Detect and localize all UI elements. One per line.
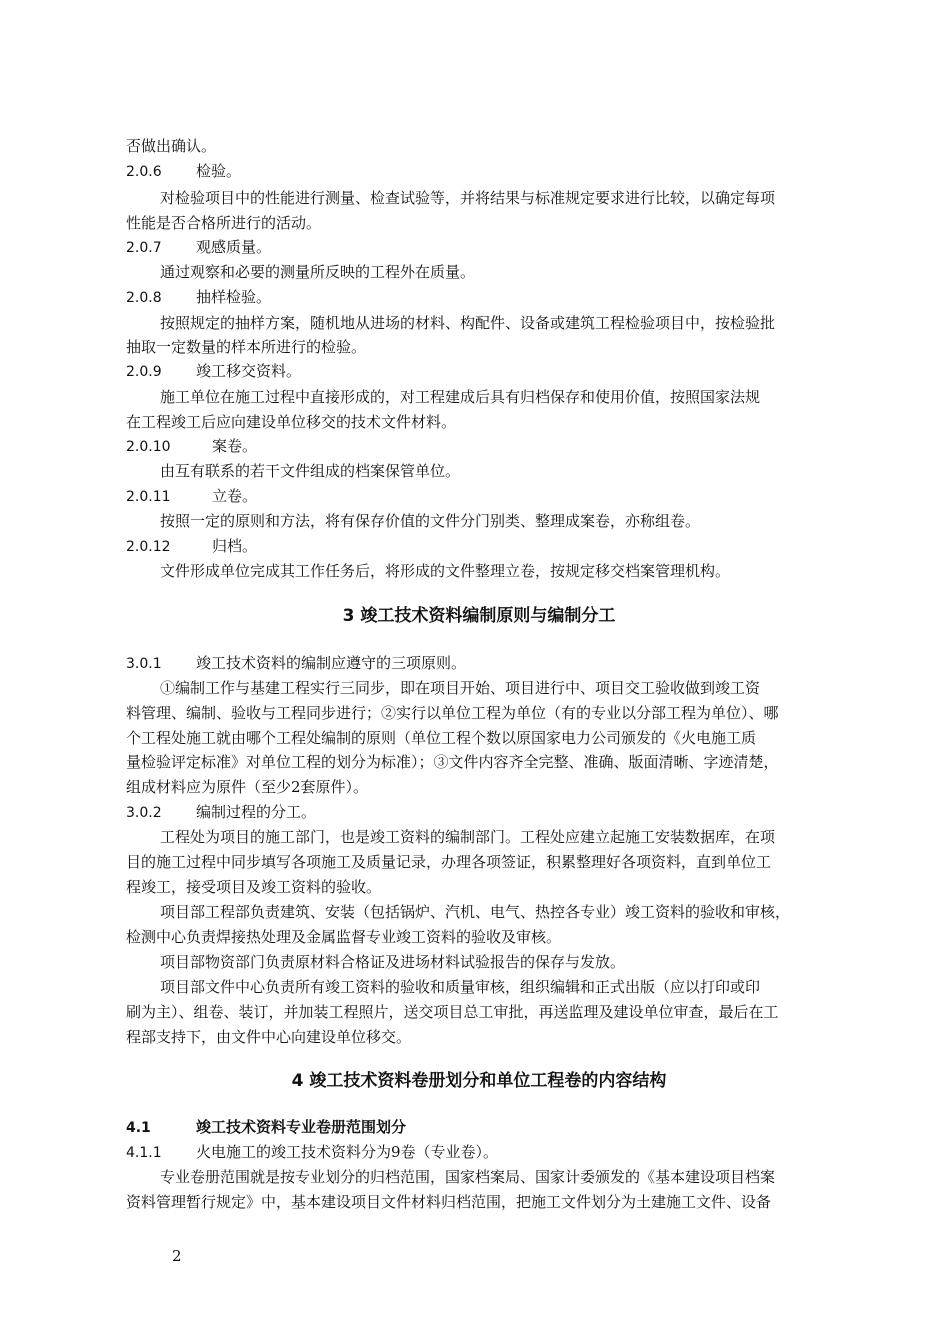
clause-number: 2.0.11 [126, 489, 171, 505]
text-line: 量检验评定标准》对单位工程的划分为标准）；③文件内容齐全完整、准确、版面清晰、字迹清楚， [126, 753, 779, 771]
text-line: 由互有联系的若干文件组成的档案保管单位。 [160, 462, 461, 480]
clause-title: 抽样检验。 [196, 288, 272, 306]
clause-2-0-8 [126, 285, 832, 310]
text-line: 程竣工，接受项目及竣工资料的验收。 [126, 878, 382, 896]
text-line: 刷为主）、组卷、装订，并加装工程照片，送交项目总工审批，再送监理及建设单位审查，最后在工 [126, 1003, 779, 1021]
clause-title: 案卷。 [212, 437, 258, 455]
clause-number: 2.0.12 [126, 539, 171, 555]
text-line: 对检验项目中的性能进行测量、检查试验等，并将结果与标准规定要求进行比较，以确定每项 [160, 189, 776, 207]
text-line: 通过观察和必要的测量所反映的工程外在质量。 [160, 263, 476, 281]
page-number: 2 [172, 1247, 182, 1265]
text-line: 程部支持下，由文件中心向建设单位移交。 [126, 1028, 412, 1046]
clause-2-0-12 [126, 534, 832, 559]
text-line: 文件形成单位完成其工作任务后，将形成的文件整理立卷，按规定移交档案管理机构。 [160, 562, 731, 580]
clause-number: 3.0.1 [126, 656, 162, 672]
text-line: 个工程处施工就由哪个工程处编制的原则（单位工程个数以原国家电力公司颁发的《火电施工质 [126, 729, 757, 747]
clause-number: 2.0.10 [126, 439, 171, 455]
text-line: 资料管理暂行规定》中，基本建设项目文件材料归档范围，把施工文件划分为土建施工文件、设备 [126, 1193, 772, 1211]
section-heading-3: 3 竣工技术资料编制原则与编制分工 [342, 606, 616, 626]
text-line: 项目部工程部负责建筑、安装（包括锅炉、汽机、电气、热控各专业）竣工资料的验收和审核， [160, 903, 791, 921]
subsection-title: 竣工技术资料专业卷册范围划分 [196, 1118, 407, 1136]
text-line: 按照一定的原则和方法，将有保存价值的文件分门别类、整理成案卷，亦称组卷。 [160, 512, 701, 530]
clause-title: 归档。 [212, 537, 258, 555]
text-line: 项目部文件中心负责所有竣工资料的验收和质量审核，组织编辑和正式出版（应以打印或印 [160, 978, 761, 996]
clause-number: 2.0.6 [126, 164, 162, 180]
text-line: ①编制工作与基建工程实行三同步，即在项目开始、项目进行中、项目交工验收做到竣工资 [160, 679, 761, 697]
clause-2-0-11 [126, 484, 832, 509]
clause-number: 4.1 [126, 1120, 151, 1136]
clause-number: 2.0.8 [126, 290, 162, 306]
text-line: 组成材料应为原件（至少2套原件）。 [126, 778, 369, 796]
text-line: 项目部物资部门负责原材料合格证及进场材料试验报告的保存与发放。 [160, 953, 626, 971]
clause-3-0-2 [126, 800, 832, 825]
clause-2-0-10 [126, 434, 832, 459]
clause-title: 竣工移交资料。 [196, 362, 302, 380]
clause-2-0-6 [126, 159, 832, 184]
text-line: 性能是否合格所进行的活动。 [126, 214, 322, 232]
clause-number: 4.1.1 [126, 1145, 162, 1161]
section-heading-4: 4 竣工技术资料卷册划分和单位工程卷的内容结构 [291, 1071, 667, 1091]
clause-4-1-1 [126, 1140, 832, 1165]
text-line: 在工程竣工后应向建设单位移交的技术文件材料。 [126, 413, 457, 431]
clause-title: 立卷。 [212, 487, 258, 505]
text-line: 工程处为项目的施工部门，也是竣工资料的编制部门。工程处应建立起施工安装数据库，在项 [160, 828, 776, 846]
text-line: 目的施工过程中同步填写各项施工及质量记录，办理各项签证，积累整理好各项资料，直到单位工 [126, 853, 772, 871]
text-line: 按照规定的抽样方案，随机地从进场的材料、构配件、设备或建筑工程检验项目中，按检验批 [160, 314, 776, 332]
clause-2-0-7 [126, 235, 832, 260]
text-line: 施工单位在施工过程中直接形成的，对工程建成后具有归档保存和使用价值，按照国家法规 [160, 388, 761, 406]
text-line: 抽取一定数量的样本所进行的检验。 [126, 338, 367, 356]
text-line: 否做出确认。 [126, 137, 217, 155]
clause-3-0-1 [126, 651, 832, 676]
clause-2-0-9 [126, 359, 832, 384]
clause-title: 竣工技术资料的编制应遵守的三项原则。 [196, 654, 467, 672]
text-line: 料管理、编制、验收与工程同步进行；②实行以单位工程为单位（有的专业以分部工程为单位）、哪 [126, 704, 779, 722]
subsection-heading-4-1 [126, 1115, 832, 1140]
clause-title: 编制过程的分工。 [196, 803, 317, 821]
clause-title: 火电施工的竣工技术资料分为9卷（专业卷）。 [196, 1143, 499, 1161]
clause-title: 检验。 [196, 162, 242, 180]
text-line: 检测中心负责焊接热处理及金属监督专业竣工资料的验收及审核。 [126, 928, 562, 946]
text-line: 专业卷册范围就是按专业划分的归档范围，国家档案局、国家计委颁发的《基本建设项目档案 [160, 1168, 776, 1186]
clause-number: 2.0.9 [126, 364, 162, 380]
clause-number: 2.0.7 [126, 240, 162, 256]
clause-number: 3.0.2 [126, 805, 162, 821]
clause-title: 观感质量。 [196, 238, 272, 256]
